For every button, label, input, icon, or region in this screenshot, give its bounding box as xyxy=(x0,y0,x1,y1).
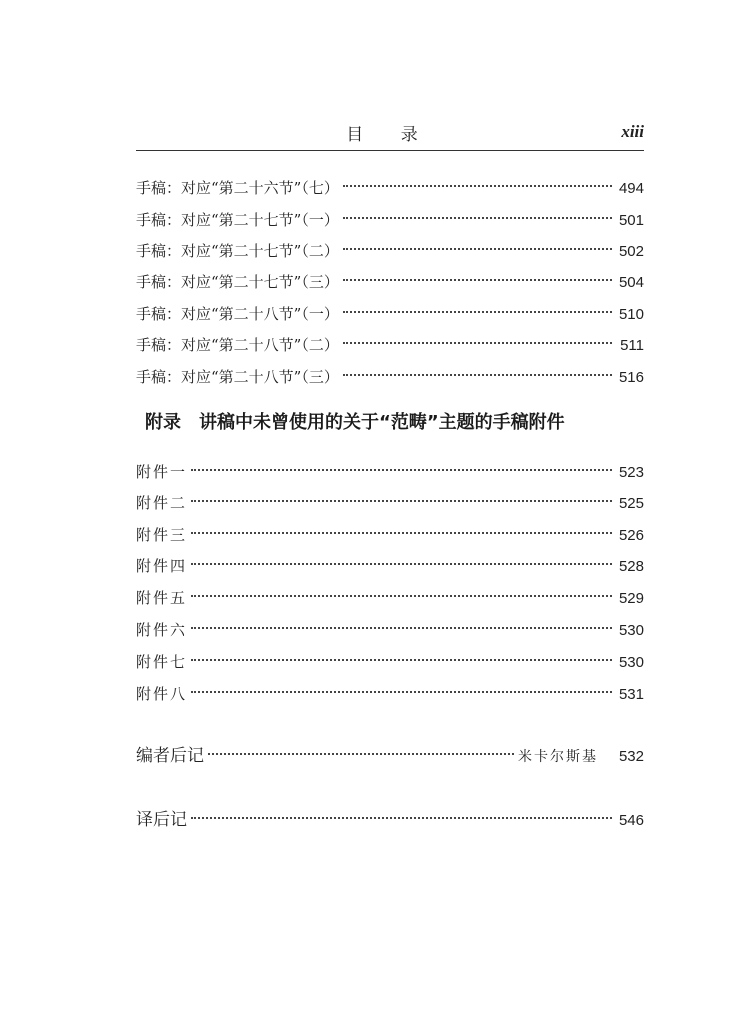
dot-leader xyxy=(191,613,612,635)
toc-entry[interactable] xyxy=(136,455,644,481)
entry-page: 510 xyxy=(618,306,644,323)
entry-page: 532 xyxy=(618,748,644,765)
entry-page: 511 xyxy=(620,337,644,354)
dot-leader xyxy=(191,518,612,540)
dot-leader xyxy=(343,265,612,287)
entry-label: 附件三 xyxy=(136,526,188,544)
toc-entry[interactable] xyxy=(136,171,644,197)
dot-leader xyxy=(191,549,612,571)
running-title: 目 录 xyxy=(346,125,434,145)
dot-leader xyxy=(191,645,612,667)
entry-label: 附件一 xyxy=(136,463,188,481)
entry-label: 附件七 xyxy=(136,653,188,671)
page-number: xiii xyxy=(621,122,644,141)
entry-label: 编者后记 xyxy=(136,746,204,766)
entry-label: 手稿：对应“第二十八节”（二） xyxy=(136,336,339,354)
dot-leader xyxy=(343,171,612,193)
dot-leader xyxy=(343,297,612,319)
entry-page: 516 xyxy=(618,369,644,386)
entry-label: 附件六 xyxy=(136,621,188,639)
dot-leader xyxy=(191,486,612,508)
entry-label: 手稿：对应“第二十八节”（一） xyxy=(136,305,339,323)
dot-leader xyxy=(343,360,612,382)
entry-page: 526 xyxy=(618,527,644,544)
entry-author: 米卡尔斯基 xyxy=(518,749,598,765)
dot-leader xyxy=(343,203,612,225)
toc-entry[interactable] xyxy=(136,645,644,671)
entry-label: 附件五 xyxy=(136,589,188,607)
entry-label: 手稿：对应“第二十七节”（二） xyxy=(136,242,339,260)
entry-label: 手稿：对应“第二十七节”（三） xyxy=(136,273,339,291)
running-head xyxy=(136,118,644,151)
entry-label: 手稿：对应“第二十七节”（一） xyxy=(136,211,339,229)
toc-entry[interactable] xyxy=(136,203,644,229)
entry-page: 525 xyxy=(618,495,644,512)
toc-entry[interactable] xyxy=(136,360,644,386)
appendix-tag: 附录 xyxy=(145,412,181,433)
entry-page: 531 xyxy=(618,686,644,703)
toc-entry[interactable] xyxy=(136,549,644,575)
entry-label: 手稿：对应“第二十六节”（七） xyxy=(136,179,339,197)
dot-leader xyxy=(191,677,612,699)
dot-leader xyxy=(208,739,514,761)
toc-entry[interactable] xyxy=(136,486,644,512)
toc-entry[interactable] xyxy=(136,234,644,260)
toc-entry[interactable] xyxy=(136,677,644,703)
entry-page: 530 xyxy=(618,654,644,671)
dot-leader xyxy=(191,455,612,477)
entry-page: 502 xyxy=(618,243,644,260)
toc-entry[interactable] xyxy=(136,518,644,544)
toc-entry[interactable] xyxy=(136,265,644,291)
entry-label: 附件二 xyxy=(136,494,188,512)
entry-page: 530 xyxy=(618,622,644,639)
toc-entry[interactable] xyxy=(136,581,644,607)
entry-label: 手稿：对应“第二十八节”（三） xyxy=(136,368,339,386)
toc-entry[interactable] xyxy=(136,297,644,323)
toc-entry-translator-afterword[interactable] xyxy=(136,803,644,830)
appendix-title: 讲稿中未曾使用的关于“范畴”主题的手稿附件 xyxy=(199,412,565,433)
entry-page: 529 xyxy=(618,590,644,607)
dot-leader xyxy=(191,581,612,603)
appendix-heading[interactable] xyxy=(145,408,645,434)
entry-page: 494 xyxy=(618,180,644,197)
entry-page: 504 xyxy=(618,274,644,291)
entry-label: 附件四 xyxy=(136,557,188,575)
entry-page: 523 xyxy=(618,464,644,481)
dot-leader xyxy=(343,328,612,350)
entry-label: 译后记 xyxy=(136,810,187,830)
toc-entry[interactable] xyxy=(136,328,644,354)
toc-entry-editor-afterword[interactable] xyxy=(136,739,644,766)
entry-page: 501 xyxy=(618,212,644,229)
dot-leader xyxy=(343,234,612,256)
entry-page: 528 xyxy=(618,558,644,575)
dot-leader xyxy=(191,803,612,825)
entry-page: 546 xyxy=(618,812,644,829)
toc-entry[interactable] xyxy=(136,613,644,639)
entry-label: 附件八 xyxy=(136,685,188,703)
